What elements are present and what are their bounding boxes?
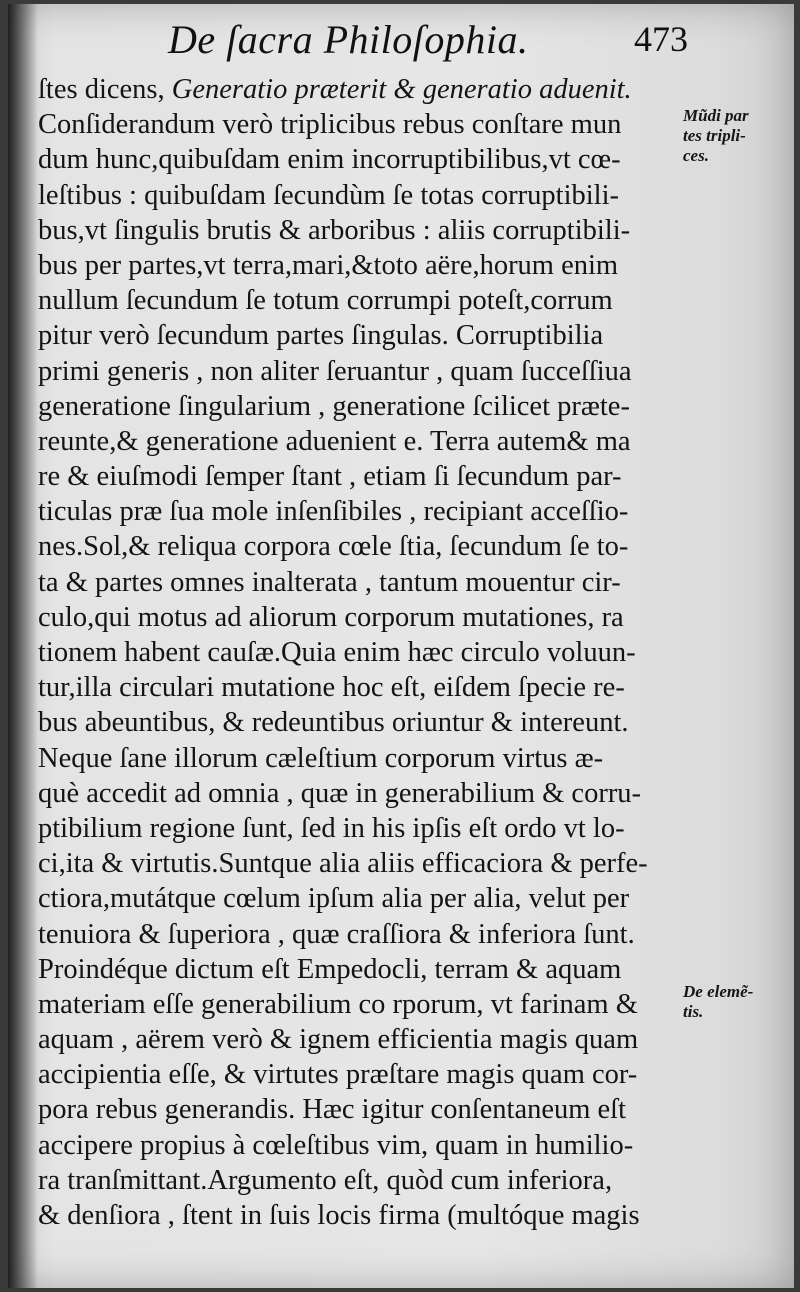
page-number: 473 xyxy=(634,19,688,59)
book-page xyxy=(8,4,794,1288)
text-line: Conſiderandum verò triplicibus rebus conſtare mun xyxy=(38,109,622,141)
text-line: ci,ita & virtutis.Suntque alia aliis efficaciora & perfe- xyxy=(38,848,648,880)
text-line: ptibilium regione ſunt, ſed in his ipſis eſt ordo vt lo- xyxy=(38,812,625,844)
margin-note-de-elementis xyxy=(683,982,793,1022)
margin-note-mundi-partes xyxy=(683,106,793,166)
text-line-prefix: ſtes dicens, xyxy=(38,74,172,105)
text-line: reunte,& generatione aduenient e. Terra autem& ma xyxy=(38,425,631,457)
text-line: bus per partes,vt terra,mari,&toto aëre,horum enim xyxy=(38,249,619,281)
text-line: accipientia eſſe, & virtutes præſtare magis quam cor- xyxy=(38,1059,638,1091)
text-line: tenuiora & ſuperiora , quæ craſſiora & inferiora ſunt. xyxy=(38,918,635,950)
page-header xyxy=(168,14,688,74)
text-line: re & eiuſmodi ſemper ſtant , etiam ſi ſecundum par- xyxy=(38,461,622,493)
text-line: pora rebus generandis. Hæc igitur conſentaneum eſt xyxy=(38,1094,627,1126)
text-line: bus abeuntibus, & redeuntibus oriuntur & intereunt. xyxy=(38,707,629,739)
text-line: pitur verò ſecundum partes ſingulas. Corruptibilia xyxy=(38,320,604,352)
running-title: De ſacra Philoſophia. xyxy=(168,17,529,62)
text-line: tionem habent cauſæ.Quia enim hæc circulo voluun- xyxy=(38,637,636,668)
margin-note-line: De elemẽ- xyxy=(683,982,754,1001)
text-line: ta & partes omnes inalterata , tantum mouentur cir- xyxy=(38,566,621,598)
text-line: bus,vt ſingulis brutis & arboribus : aliis corruptibili- xyxy=(38,214,631,246)
text-line: materiam eſſe generabilium co rporum, vt farinam & xyxy=(38,988,638,1020)
text-line-italic-quote: Generatio præterit & generatio aduenit. xyxy=(171,74,632,105)
text-line: ticulas præ ſua mole inſenſibiles , recipiant acceſſio- xyxy=(38,496,629,528)
text-line: aquam , aërem verò & ignem efficientia magis quam xyxy=(38,1024,639,1056)
text-line: nullum ſecundum ſe totum corrumpi poteſt,corrum xyxy=(38,285,613,317)
text-line xyxy=(38,72,678,107)
margin-note-line: tes tripli- xyxy=(683,126,746,145)
text-line: nes.Sol,& reliqua corpora cœle ſtia, ſecundum ſe to- xyxy=(38,531,629,563)
margin-note-line: ces. xyxy=(683,146,709,165)
text-line: Neque ſane illorum cæleſtium corporum virtus æ- xyxy=(38,742,604,774)
text-line: culo,qui motus ad aliorum corporum mutationes, ra xyxy=(38,601,624,633)
margin-note-line: tis. xyxy=(683,1002,704,1021)
text-line: què accedit ad omnia , quæ in generabilium & corru- xyxy=(38,777,642,809)
text-line: & denſiora , ſtent in ſuis locis firma (multóque magis xyxy=(38,1200,640,1231)
text-line: ra tranſmittant.Argumento eſt, quòd cum inferiora, xyxy=(38,1164,613,1196)
text-line: primi generis , non aliter ſeruantur , quam ſucceſſiua xyxy=(38,355,632,387)
body-text xyxy=(38,72,678,1233)
text-line: generatione ſingularium , generatione ſcilicet præte- xyxy=(38,390,630,422)
margin-note-line: Mũdi par xyxy=(683,106,749,125)
text-line: accipere propius à cœleſtibus vim, quam in humilio- xyxy=(38,1129,634,1161)
text-line: dum hunc,quibuſdam enim incorruptibilibus,vt cœ- xyxy=(38,144,621,176)
text-line: ctiora,mutátque cœlum ipſum alia per alia, velut per xyxy=(38,883,630,915)
page-gutter-shadow xyxy=(8,4,38,1288)
text-line: Proindéque dictum eſt Empedocli, terram & aquam xyxy=(38,953,622,985)
text-line: leſtibus : quibuſdam ſecundùm ſe totas corruptibili- xyxy=(38,179,619,211)
text-line: tur,illa circulari mutatione hoc eſt, eiſdem ſpecie re- xyxy=(38,672,625,704)
